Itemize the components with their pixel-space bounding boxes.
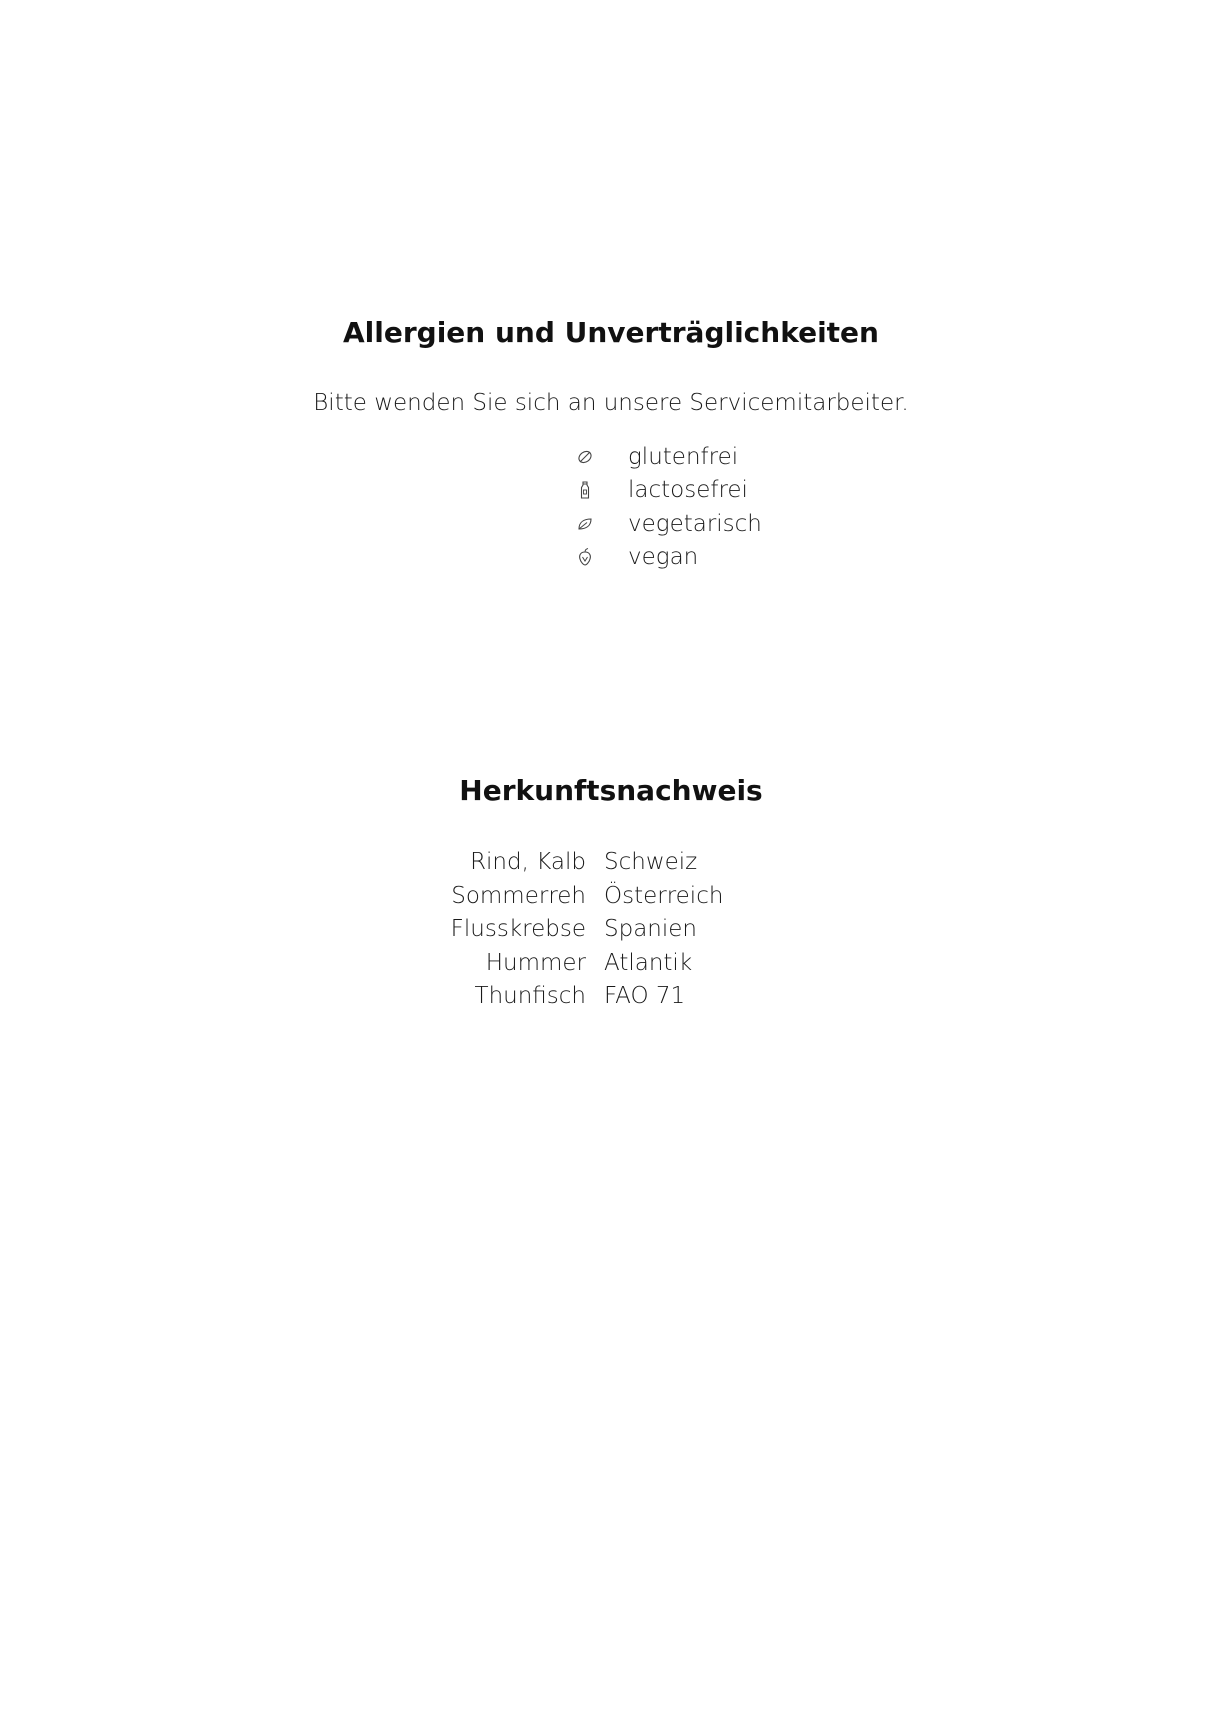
legend-label: vegetarisch — [628, 510, 762, 537]
table-row — [0, 913, 1222, 947]
diet-legend — [574, 440, 762, 574]
lactose-free-icon — [574, 479, 596, 501]
table-row — [0, 846, 1222, 880]
origin-country: Schweiz — [604, 849, 698, 875]
table-row — [0, 880, 1222, 914]
origin-country: Österreich — [604, 882, 724, 909]
gluten-free-icon — [574, 446, 596, 468]
origin-table — [0, 846, 1222, 1014]
origin-country: Atlantik — [604, 949, 693, 976]
origin-item: Thunfisch — [474, 983, 586, 1009]
origin-item: Rind, Kalb — [470, 849, 586, 875]
allergy-intro-text: Bitte wenden Sie sich an unsere Servicemitarbeiter. — [313, 390, 909, 416]
origin-section-title: Herkunftsnachweis — [459, 774, 763, 807]
origin-country: FAO 71 — [604, 983, 686, 1009]
table-row — [0, 947, 1222, 981]
table-row — [0, 980, 1222, 1014]
origin-item: Hummer — [485, 949, 586, 976]
legend-item-gluten-free — [574, 440, 762, 474]
legend-label: glutenfrei — [628, 443, 739, 470]
vegetarian-leaf-icon — [574, 513, 596, 535]
legend-item-vegan — [574, 541, 762, 575]
origin-country: Spanien — [604, 916, 697, 942]
origin-item: Sommerreh — [451, 882, 586, 909]
legend-item-vegetarian — [574, 507, 762, 541]
legend-label: vegan — [628, 544, 699, 571]
origin-item: Flusskrebse — [450, 916, 586, 942]
legend-item-lactose-free — [574, 474, 762, 508]
allergy-section-title: Allergien und Unverträglichkeiten — [343, 316, 879, 349]
legend-label: lactosefrei — [628, 477, 748, 504]
vegan-icon — [574, 546, 596, 568]
